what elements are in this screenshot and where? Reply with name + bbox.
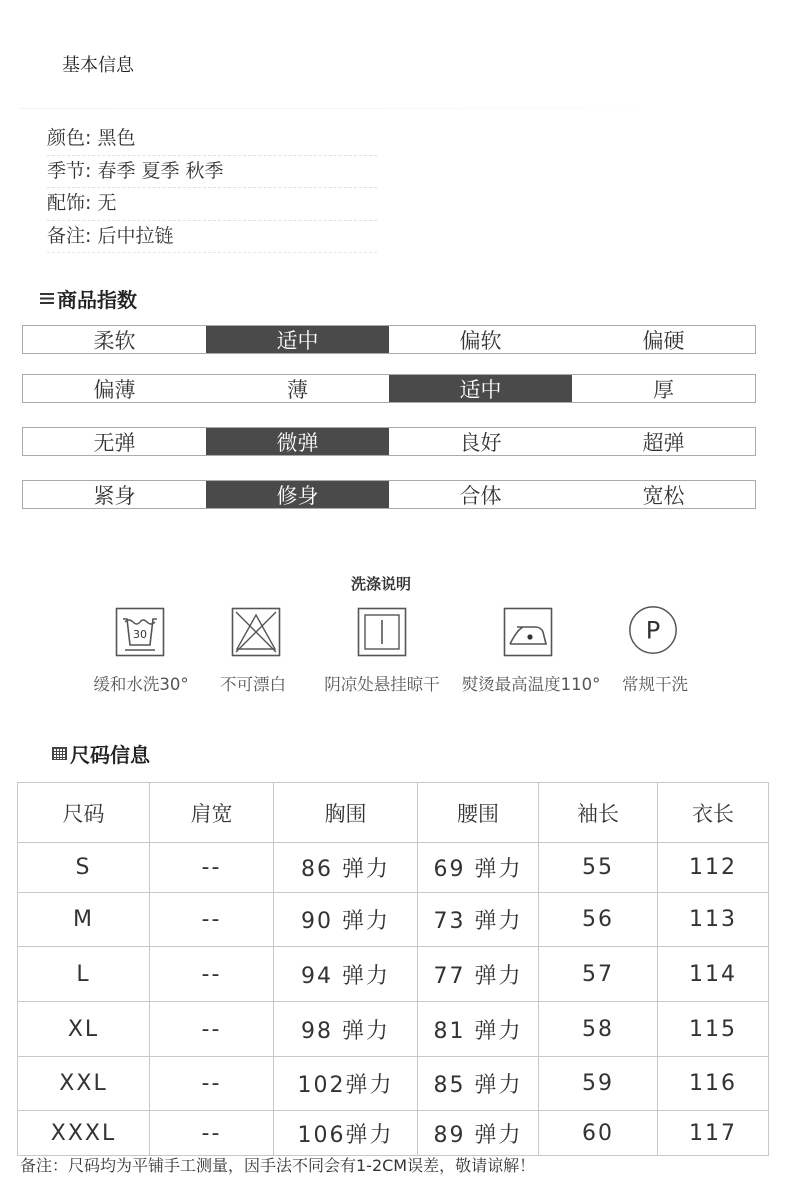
size-table (17, 782, 769, 1156)
list-icon (40, 293, 54, 304)
table-row (18, 1002, 769, 1057)
wash-label: 熨烫最高温度110° (461, 675, 601, 694)
table-cell: 116 (658, 1057, 769, 1111)
index-option-selected: 适中 (389, 375, 572, 402)
info-row-note: 备注: 后中拉链 (47, 221, 377, 254)
product-index-title (40, 284, 137, 313)
info-row-accessory: 配饰: 无 (47, 188, 377, 221)
wash-30-icon (115, 607, 165, 657)
column-header: 衣长 (658, 783, 769, 843)
basic-info-title: 基本信息 (62, 55, 134, 76)
index-option: 宽松 (642, 483, 685, 508)
index-bar-thickness (22, 374, 756, 403)
index-option: 合体 (459, 483, 502, 508)
line-dry-shade-icon (357, 607, 407, 657)
product-index-title-text: 商品指数 (57, 288, 137, 312)
table-cell: XXXL (18, 1111, 150, 1156)
table-cell: 117 (658, 1111, 769, 1156)
table-cell: -- (150, 1002, 274, 1057)
table-cell: -- (150, 893, 274, 947)
table-cell: M (18, 893, 150, 947)
table-cell: 98 弹力 (274, 1002, 418, 1057)
table-cell: 113 (658, 893, 769, 947)
dry-clean-letter: P (645, 616, 661, 645)
basic-info-divider (20, 108, 680, 109)
no-bleach-icon (231, 607, 281, 657)
wash-label: 常规干洗 (622, 675, 688, 694)
table-cell: -- (150, 1057, 274, 1111)
table-cell: 77 弹力 (418, 947, 539, 1002)
table-cell: 56 (539, 893, 658, 947)
table-cell: 89 弹力 (418, 1111, 539, 1156)
wash-temp-text: 30 (133, 628, 147, 641)
table-cell: 58 (539, 1002, 658, 1057)
wash-label: 缓和水洗30° (93, 675, 189, 694)
size-info-title (52, 739, 150, 768)
index-bar-fit (22, 480, 756, 509)
table-cell: 60 (539, 1111, 658, 1156)
index-option-selected: 微弹 (206, 428, 389, 455)
table-cell: 112 (658, 843, 769, 893)
table-cell: 69 弹力 (418, 843, 539, 893)
dry-clean-p-icon (628, 605, 678, 655)
index-option: 柔软 (93, 328, 136, 353)
column-header: 胸围 (274, 783, 418, 843)
size-table-header (18, 783, 769, 843)
index-bar-softness (22, 325, 756, 354)
index-option: 厚 (653, 377, 674, 402)
table-cell: 81 弹力 (418, 1002, 539, 1057)
index-option-selected: 修身 (206, 481, 389, 508)
table-cell: 114 (658, 947, 769, 1002)
index-option-selected: 适中 (206, 326, 389, 353)
table-cell: XXL (18, 1057, 150, 1111)
index-option: 无弹 (93, 430, 136, 455)
table-cell: 90 弹力 (274, 893, 418, 947)
iron-icon (503, 607, 553, 657)
table-cell: 73 弹力 (418, 893, 539, 947)
wash-label: 不可漂白 (220, 675, 286, 694)
info-row-color: 颜色: 黑色 (47, 123, 377, 156)
index-option: 良好 (459, 430, 502, 455)
table-cell: 94 弹力 (274, 947, 418, 1002)
index-option: 偏硬 (642, 328, 685, 353)
index-option: 紧身 (93, 483, 136, 508)
table-cell: 106弹力 (274, 1111, 418, 1156)
table-row (18, 843, 769, 893)
size-info-title-text: 尺码信息 (70, 743, 150, 767)
index-option: 薄 (287, 377, 308, 402)
index-option: 超弹 (642, 430, 685, 455)
table-cell: 59 (539, 1057, 658, 1111)
column-header: 尺码 (18, 783, 150, 843)
table-cell: 102弹力 (274, 1057, 418, 1111)
size-note: 备注：尺码均为平铺手工测量，因手法不同会有1-2CM误差，敬请谅解！ (20, 1156, 536, 1175)
column-header: 腰围 (418, 783, 539, 843)
index-bar-elasticity (22, 427, 756, 456)
table-cell: XL (18, 1002, 150, 1057)
table-cell: 85 弹力 (418, 1057, 539, 1111)
basic-info-list (47, 123, 377, 253)
index-option: 偏薄 (93, 377, 136, 402)
table-row (18, 1111, 769, 1156)
table-cell: 115 (658, 1002, 769, 1057)
table-row (18, 947, 769, 1002)
wash-label: 阴凉处悬挂晾干 (324, 675, 440, 694)
info-row-season: 季节: 春季 夏季 秋季 (47, 156, 377, 189)
table-cell: -- (150, 1111, 274, 1156)
table-cell: S (18, 843, 150, 893)
table-cell: 57 (539, 947, 658, 1002)
column-header: 肩宽 (150, 783, 274, 843)
table-cell: -- (150, 947, 274, 1002)
table-cell: L (18, 947, 150, 1002)
table-cell: 86 弹力 (274, 843, 418, 893)
table-cell: 55 (539, 843, 658, 893)
washing-title: 洗涤说明 (350, 575, 411, 593)
table-icon (52, 747, 67, 760)
table-row (18, 893, 769, 947)
column-header: 袖长 (539, 783, 658, 843)
index-option: 偏软 (459, 328, 502, 353)
table-row (18, 1057, 769, 1111)
table-cell: -- (150, 843, 274, 893)
